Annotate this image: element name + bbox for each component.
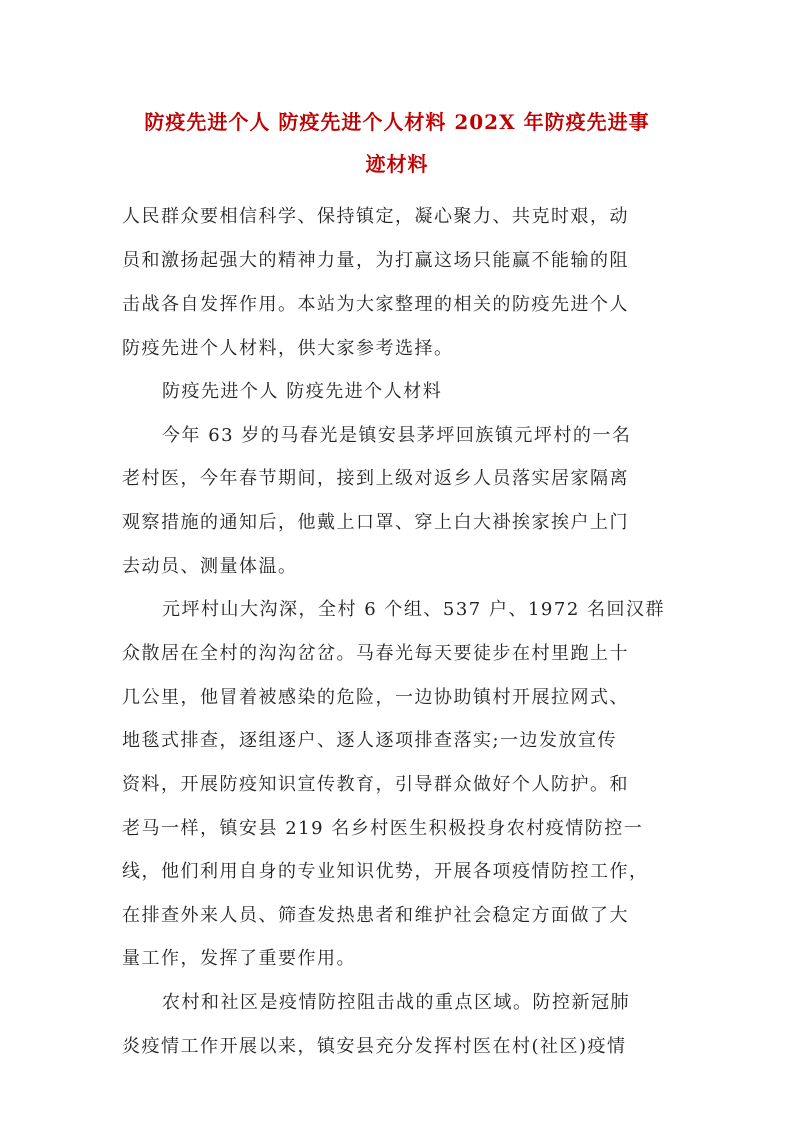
text-line: 资料，开展防疫知识宣传教育，引导群众做好个人防护。和 bbox=[122, 774, 629, 795]
text-line: 在排查外来人员、筛查发热患者和维护社会稳定方面做了大 bbox=[122, 905, 629, 926]
text-line: 量工作，发挥了重要作用。 bbox=[122, 948, 356, 969]
text-line: 农村和社区是疫情防控阻击战的重点区域。防控新冠肺 bbox=[162, 992, 630, 1013]
document-title-line-1: 防疫先进个人 防疫先进个人材料 202X 年防疫先进事 bbox=[144, 110, 650, 134]
text-line: 今年 63 岁的马春光是镇安县茅坪回族镇元坪村的一名 bbox=[162, 425, 632, 446]
text-line: 击战各自发挥作用。本站为大家整理的相关的防疫先进个人 bbox=[122, 294, 629, 315]
text-line: 线，他们利用自身的专业知识优势，开展各项疫情防控工作， bbox=[122, 861, 649, 882]
text-line: 老马一样，镇安县 219 名乡村医生积极投身农村疫情防控一 bbox=[122, 818, 644, 839]
text-line: 元坪村山大沟深，全村 6 个组、537 户、1972 名回汉群 bbox=[162, 599, 666, 620]
text-line: 观察措施的通知后，他戴上口罩、穿上白大褂挨家挨户上门 bbox=[122, 512, 629, 533]
text-line: 防疫先进个人材料，供大家参考选择。 bbox=[122, 338, 454, 359]
text-line: 众散居在全村的沟沟岔岔。马春光每天要徒步在村里跑上十 bbox=[122, 643, 629, 664]
text-line: 炎疫情工作开展以来，镇安县充分发挥村医在村(社区)疫情 bbox=[122, 1036, 627, 1057]
text-line: 几公里，他冒着被感染的危险，一边协助镇村开展拉网式、 bbox=[122, 687, 629, 708]
text-line: 人民群众要相信科学、保持镇定，凝心聚力、共克时艰，动 bbox=[122, 206, 629, 227]
text-line: 去动员、测量体温。 bbox=[122, 556, 298, 577]
text-line: 地毯式排查，逐组逐户、逐人逐项排查落实;一边发放宣传 bbox=[122, 730, 618, 751]
text-line: 员和激扬起强大的精神力量，为打赢这场只能赢不能输的阻 bbox=[122, 250, 629, 271]
document-title-line-2: 迹材料 bbox=[365, 152, 429, 176]
section-heading: 防疫先进个人 防疫先进个人材料 bbox=[162, 381, 443, 402]
text-line: 老村医，今年春节期间，接到上级对返乡人员落实居家隔离 bbox=[122, 468, 629, 489]
